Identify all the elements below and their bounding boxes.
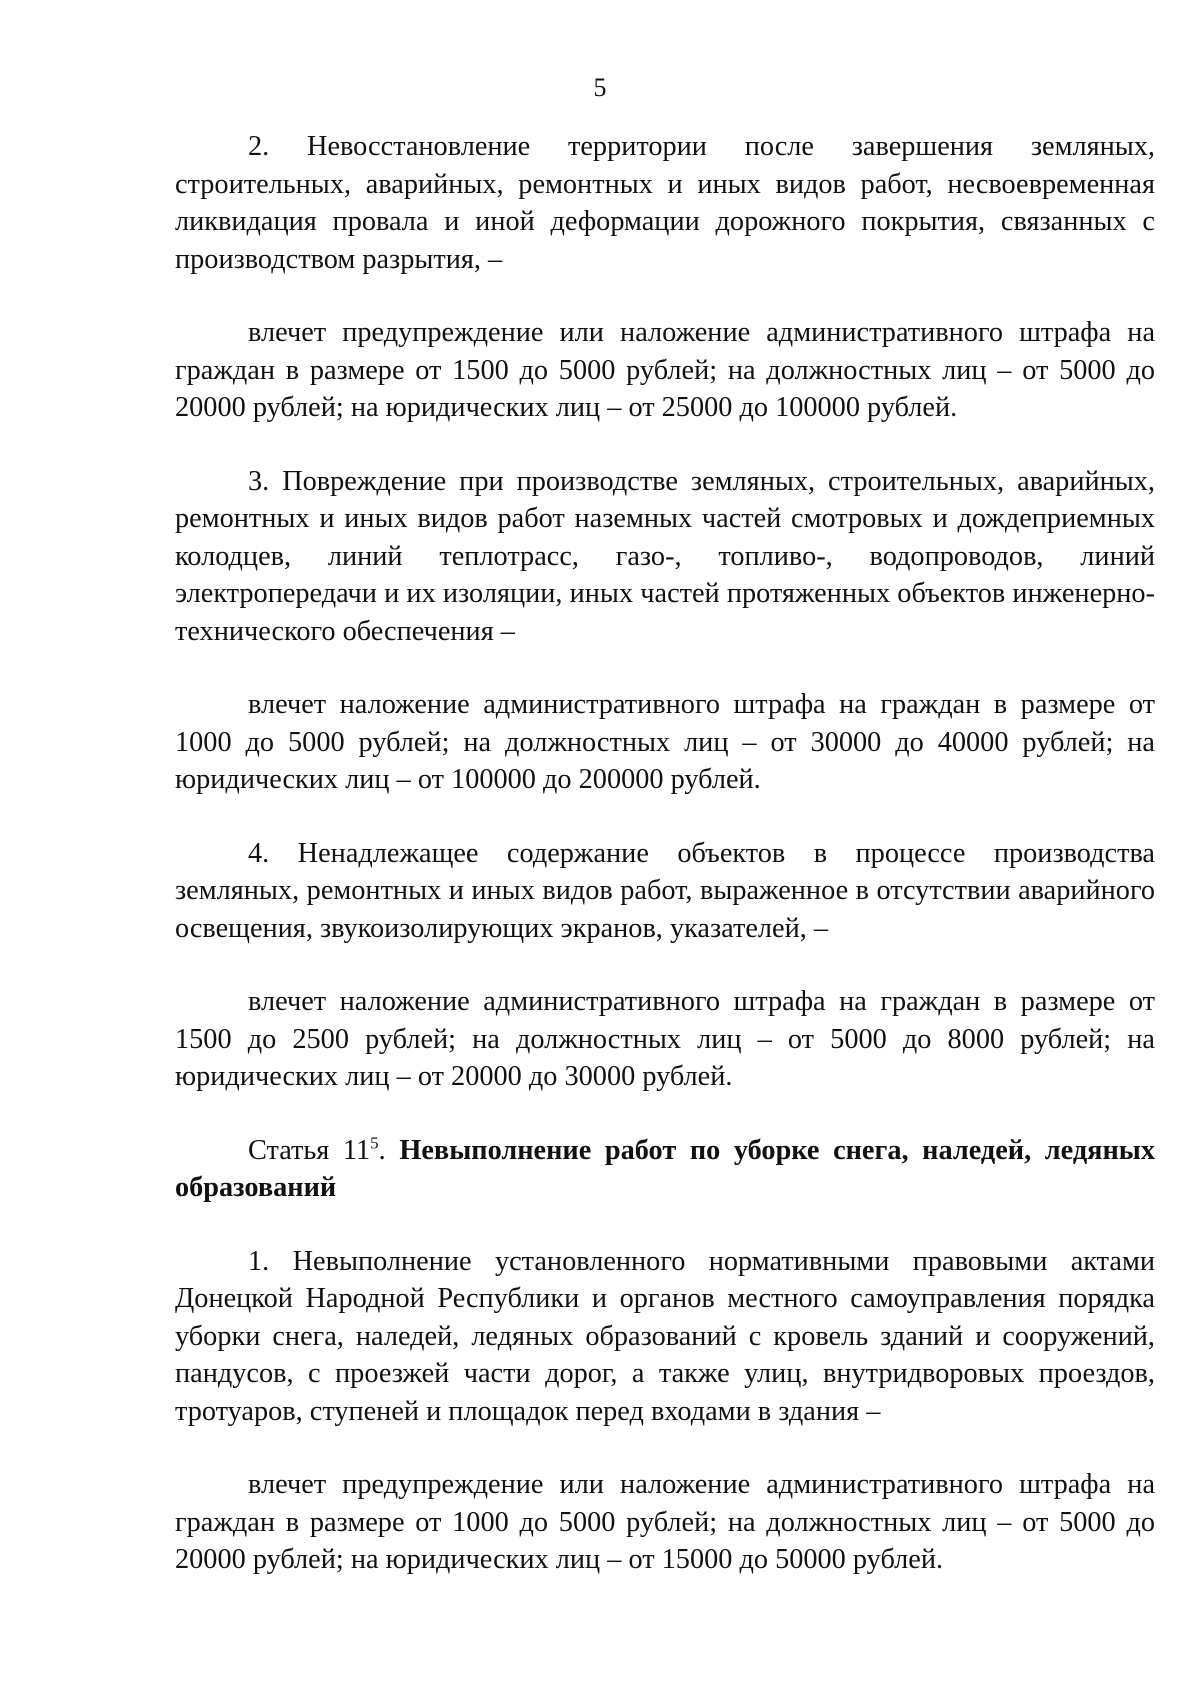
paragraph-penalty-2: влечет предупреждение или наложение административного штрафа на граждан в размере от 1500 до 5000 рублей; на должностных лиц – от 5000 до 20000 рублей; на юридических лиц – от 25000 до 100000 рублей. xyxy=(175,317,1155,423)
paragraph-item-3: 3. Повреждение при производстве земляных, строительных, аварийных, ремонтных и иных видов работ наземных частей смотровых и дождеприемных колодцев, линий теплотрасс, газо-, топливо-, водопроводов, линий электропередачи и их изоляции, иных частей протяженных объектов инженерно-технического обеспечения – xyxy=(175,465,1155,647)
article-heading xyxy=(175,1132,1155,1207)
page-number: 5 xyxy=(593,73,607,102)
paragraph-article-item-1: 1. Невыполнение установленного нормативными правовыми актами Донецкой Народной Республики и органов местного самоуправления порядка уборки снега, наледей, ледяных образований с кровель зданий и сооружений, пандусов, с проезжей части дорог, а также улиц, внутридворовых проездов, тротуаров, ступеней и площадок перед входами в здания – xyxy=(175,1245,1155,1427)
paragraph-article-penalty-1: влечет предупреждение или наложение административного штрафа на граждан в размере от 1000 до 5000 рублей; на должностных лиц – от 5000 до 20000 рублей; на юридических лиц – от 15000 до 50000 рублей. xyxy=(175,1469,1155,1575)
paragraph-item-4: 4. Ненадлежащее содержание объектов в процессе производства земляных, ремонтных и иных видов работ, выраженное в отсутствии аварийного освещения, звукоизолирующих экранов, указателей, – xyxy=(175,837,1155,944)
paragraph-penalty-3: влечет наложение административного штрафа на граждан в размере от 1000 до 5000 рублей; на должностных лиц – от 30000 до 40000 рублей; на юридических лиц – от 100000 до 200000 рублей. xyxy=(175,689,1155,795)
document-body xyxy=(175,128,1155,1579)
article-dot: . xyxy=(378,1134,386,1166)
article-prefix: Статья 11 xyxy=(248,1134,371,1166)
paragraph-item-2: 2. Невосстановление территории после завершения земляных, строительных, аварийных, ремонтных и иных видов работ, несвоевременная ликвидация провала и иной деформации дорожного покрытия, связанных с производством разрытия, – xyxy=(175,131,1155,275)
paragraph-penalty-4: влечет наложение административного штрафа на граждан в размере от 1500 до 2500 рублей; на должностных лиц – от 5000 до 8000 рублей; на юридических лиц – от 20000 до 30000 рублей. xyxy=(175,986,1155,1092)
article-superscript: 5 xyxy=(370,1133,379,1153)
article-title: Невыполнение работ по уборке снега, наледей, ледяных образований xyxy=(175,1134,1155,1203)
